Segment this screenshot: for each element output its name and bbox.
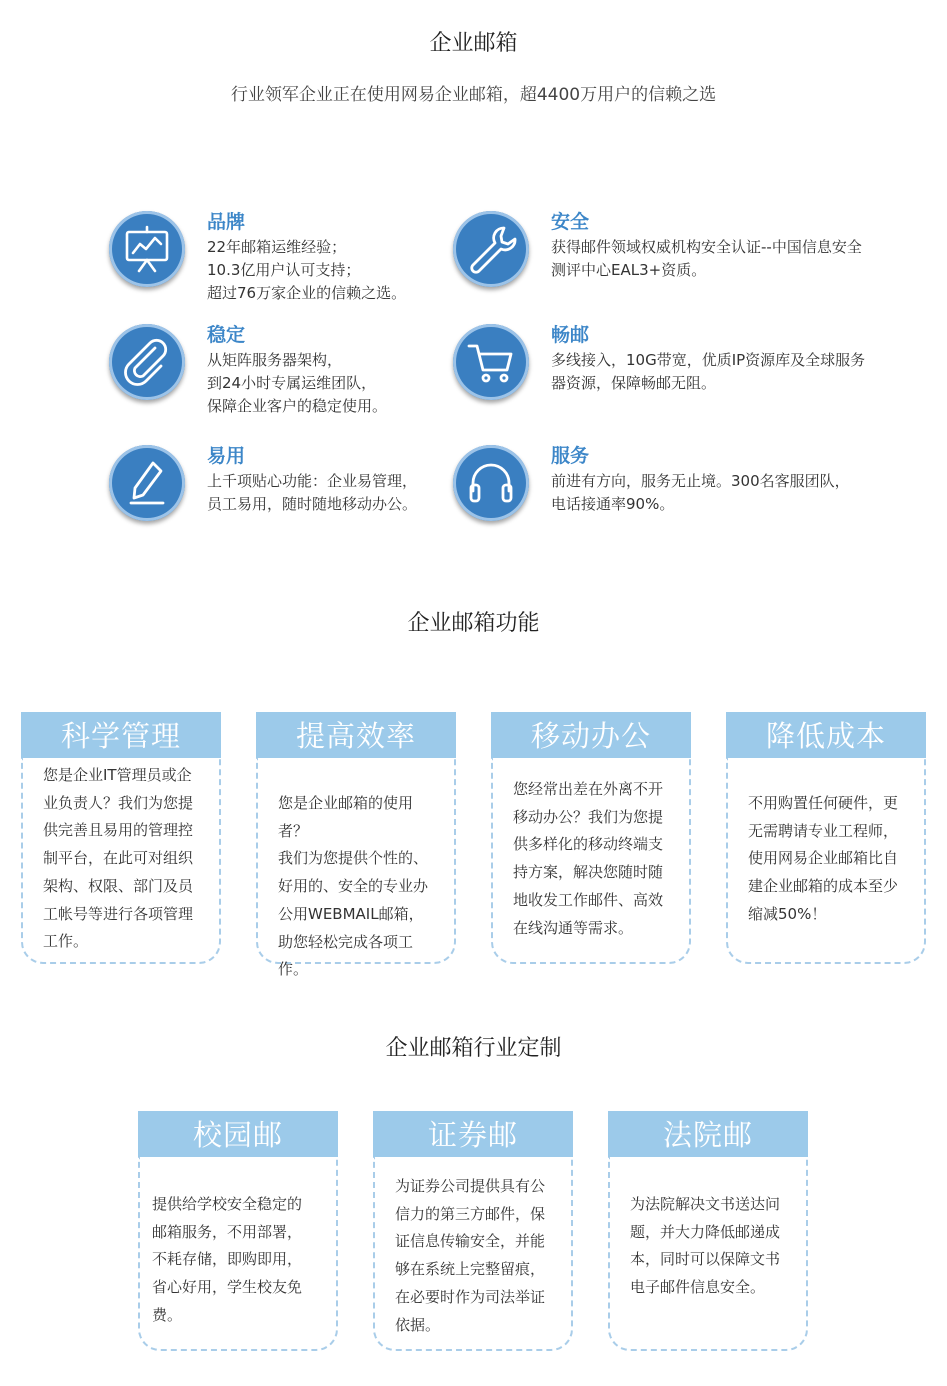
feature-desc: 前进有方向，服务无止境。300名客服团队， 电话接通率90%。 [551, 472, 850, 513]
card-text: 您经常出差在外离不开 移动办公？我们为您提 供多样化的移动终端支 持方案，解决您随时随 地收发工作邮件、高效 在线沟通等需求。 [513, 780, 664, 937]
wrench-icon [453, 211, 529, 287]
feature-desc: 上千项贴心功能：企业易管理， 员工易用，随时随地移动办公。 [207, 472, 418, 513]
industry-card [608, 1111, 808, 1351]
industry-card [373, 1111, 573, 1351]
card-title: 提高效率 [256, 712, 456, 758]
feature-easy [109, 445, 439, 545]
paperclip-icon [109, 324, 185, 400]
feature-title: 稳定 [207, 324, 246, 346]
feature-brand [109, 211, 439, 311]
feature-title: 畅邮 [551, 324, 590, 346]
function-card [256, 712, 456, 979]
feature-desc: 从矩阵服务器架构， 到24小时专属运维团队， 保障企业客户的稳定使用。 [207, 351, 388, 415]
card-title: 移动办公 [491, 712, 691, 758]
card-text: 您是企业IT管理员或企 业负责人？我们为您提 供完善且易用的管理控 制平台，在此可对组织 架构、权限、部门及员 工帐号等进行各项管理 工作。 [43, 766, 194, 951]
presentation-chart-icon [109, 211, 185, 287]
card-title: 降低成本 [726, 712, 926, 758]
industry-card [138, 1111, 338, 1351]
feature-desc: 多线接入，10G带宽，优质IP资源库及全球服务 器资源，保障畅邮无阻。 [551, 351, 866, 392]
feature-stable [109, 324, 439, 424]
feature-desc: 获得邮件领域权威机构安全认证--中国信息安全 测评中心EAL3+资质。 [551, 238, 862, 279]
feature-desc: 22年邮箱运维经验； 10.3亿用户认可支持； 超过76万家企业的信赖之选。 [207, 238, 407, 302]
card-text: 您是企业邮箱的使用者？ 我们为您提供个性的、 好用的、安全的专业办 公用WEBMAIL邮箱， 助您轻松完成各项工作。 [278, 794, 429, 979]
card-title: 科学管理 [21, 712, 221, 758]
card-text: 为证券公司提供具有公 信力的第三方邮件，保 证信息传输安全，并能 够在系统上完整留痕， 在必要时作为司法举证 依据。 [395, 1177, 546, 1334]
feature-smooth [453, 324, 866, 424]
feature-title: 服务 [551, 445, 590, 467]
headphones-icon [453, 445, 529, 521]
feature-title: 安全 [551, 211, 590, 233]
function-card [21, 712, 221, 964]
feature-service [453, 445, 850, 545]
card-text: 提供给学校安全稳定的 邮箱服务，不用部署， 不耗存储，即购即用， 省心好用，学生校友免费。 [152, 1195, 303, 1324]
feature-title: 易用 [207, 445, 246, 467]
page-subtitle: 行业领军企业正在使用网易企业邮箱，超4400万用户的信赖之选 [230, 85, 717, 105]
function-card [726, 712, 926, 964]
industry-title: 企业邮箱行业定制 [385, 1036, 562, 1061]
card-text: 不用购置任何硬件，更 无需聘请专业工程师， 使用网易企业邮箱比自 建企业邮箱的成本至少 缩减50%！ [748, 794, 899, 923]
shopping-cart-icon [453, 324, 529, 400]
pen-icon [109, 445, 185, 521]
page-title: 企业邮箱 [429, 31, 518, 56]
card-text: 为法院解决文书送达问 题，并大力降低邮递成 本，同时可以保障文书 电子邮件信息安全。 [630, 1195, 781, 1297]
feature-title: 品牌 [207, 211, 246, 233]
functions-title: 企业邮箱功能 [407, 611, 540, 636]
card-title: 证券邮 [373, 1111, 573, 1157]
card-title: 法院邮 [608, 1111, 808, 1157]
function-card [491, 712, 691, 964]
feature-security [453, 211, 862, 311]
card-title: 校园邮 [138, 1111, 338, 1157]
